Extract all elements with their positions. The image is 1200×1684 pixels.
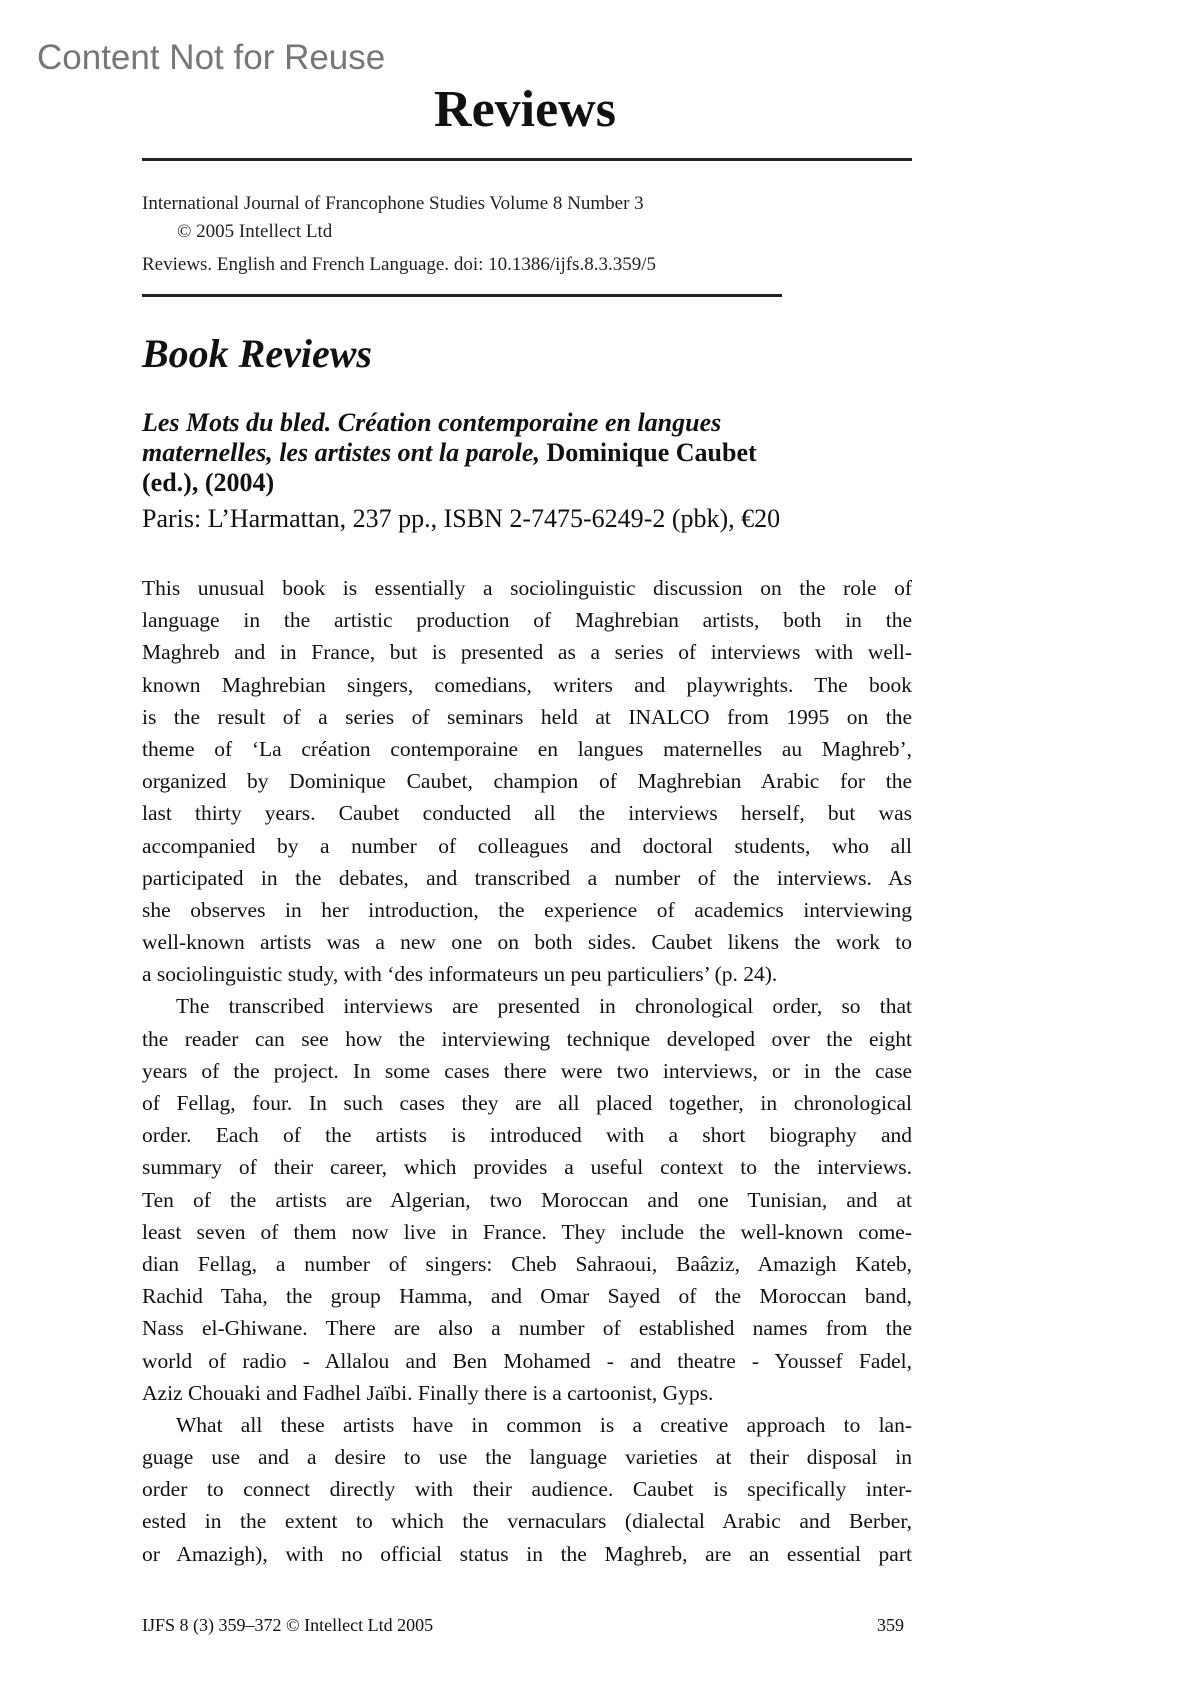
review-body [142, 572, 912, 1570]
text-line: a sociolinguistic study, with ‘des informateurs un peu particuliers’ (p. 24). [142, 962, 778, 987]
text-line: order. Each of the artists is introduced with a short biography and [142, 1123, 912, 1148]
text-line: Maghreb and in France, but is presented as a series of interviews with well- [142, 640, 912, 665]
divider [142, 158, 912, 161]
text-line: organized by Dominique Caubet, champion of Maghrebian Arabic for the [142, 769, 912, 794]
text-line: What all these artists have in common is a creative approach to lan- [176, 1412, 912, 1437]
text-line: guage use and a desire to use the language varieties at their disposal in [142, 1445, 912, 1470]
text-line: Aziz Chouaki and Fadhel Jaïbi. Finally there is a cartoonist, Gyps. [142, 1380, 714, 1405]
text-line: This unusual book is essentially a sociolinguistic discussion on the role of [142, 576, 912, 600]
text-line: order to connect directly with their audience. Caubet is specifically inter- [142, 1477, 912, 1502]
book-author: Dominique Caubet [539, 438, 757, 467]
text-line: she observes in her introduction, the experience of academics interviewing [142, 897, 912, 922]
text-line: Nass el-Ghiwane. There are also a number of established names from the [142, 1316, 912, 1341]
text-line: last thirty years. Caubet conducted all the interviews herself, but was [142, 801, 912, 826]
book-title-part2: maternelles, les artistes ont la parole, [142, 438, 540, 467]
text-line: ested in the extent to which the vernaculars (dialectal Arabic and Berber, [142, 1509, 912, 1534]
text-line: of Fellag, four. In such cases they are all placed together, in chronological [142, 1091, 912, 1115]
book-title [142, 408, 912, 498]
divider [142, 294, 782, 297]
text-line: dian Fellag, a number of singers: Cheb Sahraoui, Baâziz, Amazigh Kateb, [142, 1251, 912, 1276]
watermark: Content Not for Reuse [37, 38, 386, 77]
book-title-part1: Les Mots du bled. Création contemporaine en langues [142, 408, 722, 437]
text-line: the reader can see how the interviewing technique developed over the eight [142, 1026, 912, 1051]
text-line: theme of ‘La création contemporaine en langues maternelles au Maghreb’, [142, 736, 912, 761]
text-line: The transcribed interviews are presented in chronological order, so that [176, 994, 912, 1019]
book-publisher: Paris: L’Harmattan, 237 pp., ISBN 2-7475-6249-2 (pbk), €20 [142, 504, 781, 533]
text-line: summary of their career, which provides a useful context to the interviews. [142, 1155, 912, 1180]
text-line: well-known artists was a new one on both sides. Caubet likens the work to [142, 930, 912, 955]
text-line: participated in the debates, and transcribed a number of the interviews. As [142, 865, 912, 890]
text-line: Ten of the artists are Algerian, two Moroccan and one Tunisian, and at [142, 1187, 912, 1212]
text-line: world of radio - Allalou and Ben Mohamed - and theatre - Youssef Fadel, [142, 1348, 912, 1373]
heading-book-reviews: Book Reviews [142, 331, 372, 376]
text-line: is the result of a series of seminars held at INALCO from 1995 on the [142, 704, 912, 729]
copyright-line: © 2005 Intellect Ltd [177, 221, 333, 242]
section-title: Reviews [434, 81, 616, 138]
page-number: 359 [877, 1615, 904, 1635]
footer-citation: IJFS 8 (3) 359–372 © Intellect Ltd 2005 [142, 1615, 434, 1635]
text-line: least seven of them now live in France. They include the well-known come- [142, 1219, 912, 1244]
text-line: language in the artistic production of Maghrebian artists, both in the [142, 608, 912, 633]
book-date: (ed.), (2004) [142, 468, 275, 497]
text-line: known Maghrebian singers, comedians, writers and playwrights. The book [142, 672, 912, 697]
text-line: Rachid Taha, the group Hamma, and Omar Sayed of the Moroccan band, [142, 1284, 912, 1309]
text-line: or Amazigh), with no official status in the Maghreb, are an essential part [142, 1541, 912, 1566]
text-line: years of the project. In some cases there were two interviews, or in the case [142, 1058, 912, 1083]
doi-line: Reviews. English and French Language. doi: 10.1386/ijfs.8.3.359/5 [142, 254, 656, 275]
journal-line: International Journal of Francophone Studies Volume 8 Number 3 [142, 193, 644, 214]
text-line: accompanied by a number of colleagues and doctoral students, who all [142, 833, 912, 858]
